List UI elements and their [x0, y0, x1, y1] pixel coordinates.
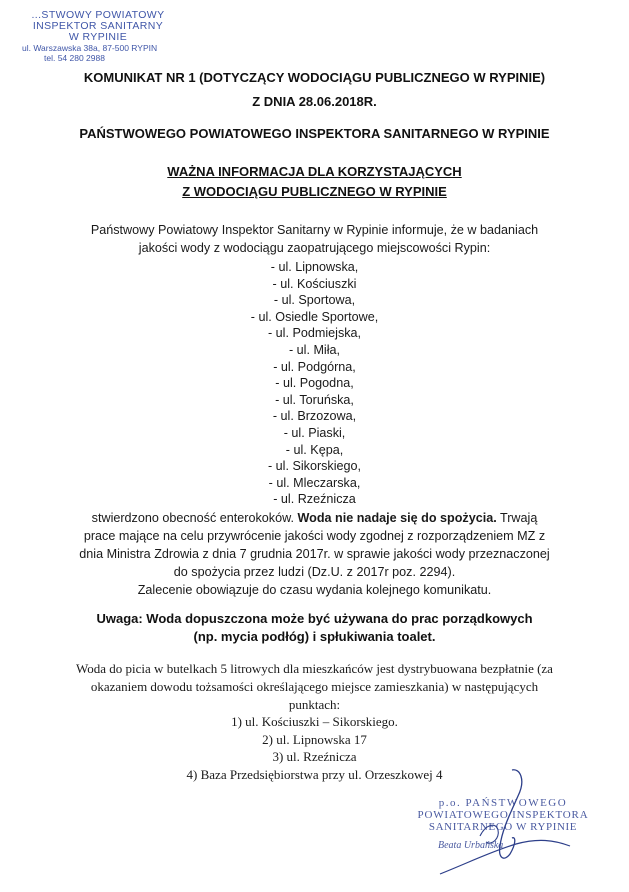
street-list — [0, 259, 629, 508]
distribution-line: okazaniem dowodu tożsamości określającego miejsce zamieszkania) w następujących — [90, 679, 539, 694]
street-item: - ul. Piaski, — [283, 425, 346, 440]
street-item: - ul. Podgórna, — [273, 359, 356, 374]
distribution-point: 4) Baza Przedsiębiorstwa przy ul. Orzeszkowej 4 — [186, 767, 443, 782]
distribution-line: Woda do picia w butelkach 5 litrowych dla mieszkańców jest dystrybuowana bezpłatnie (za — [76, 661, 553, 676]
authority-title: PAŃSTWOWEGO POWIATOWEGO INSPEKTORA SANITARNEGO W RYPINIE — [79, 126, 550, 141]
distribution-point: 1) ul. Kościuszki – Sikorskiego. — [231, 714, 398, 729]
intro-line: Państwowy Powiatowy Inspektor Sanitarny w Rypinie informuje, że w badaniach — [90, 223, 539, 237]
not-potable-warning: Woda nie nadaje się do spożycia. — [297, 511, 497, 525]
findings-text: stwierdzono obecność enterokoków. — [91, 511, 298, 525]
street-item: - ul. Mleczarska, — [268, 475, 361, 490]
street-item: - ul. Sportowa, — [273, 293, 356, 308]
findings-line: dnia Ministra Zdrowia z dnia 7 grudnia 2017r. w sprawie jakości wody przeznaczonej — [79, 547, 550, 561]
signature-title-line: POWIATOWEGO INSPEKTORA — [417, 809, 589, 821]
street-item: - ul. Sikorskiego, — [267, 459, 362, 474]
distribution-line: punktach: — [288, 697, 341, 712]
street-item: - ul. Rzeźnicza — [273, 492, 356, 507]
signature-title-line: SANITARNEGO W RYPINIE — [428, 821, 578, 833]
signature-stroke — [480, 825, 498, 843]
signature-title-line: p.o. PAŃSTWOWEGO — [438, 797, 568, 809]
street-item: - ul. Osiedle Sportowe, — [250, 309, 379, 324]
signature-name: Beata Urbańska — [438, 840, 504, 851]
stamp-line: ...STWOWY POWIATOWY — [31, 9, 165, 21]
street-item: - ul. Miła, — [288, 342, 341, 357]
findings-line: prace mające na celu przywrócenie jakości wody zgodnej z rozporządzeniem MZ z — [83, 529, 546, 543]
distribution-point: 3) ul. Rzeźnicza — [272, 749, 357, 764]
handwritten-signature — [420, 766, 580, 886]
signature-stroke — [440, 840, 570, 874]
communique-date: Z DNIA 28.06.2018R. — [252, 94, 377, 109]
usage-warning-line1: Uwaga: Woda dopuszczona może być używana do prac porządkowych — [96, 611, 533, 626]
stamp-address: ul. Warszawska 38a, 87-500 RYPIN — [22, 43, 158, 53]
findings-text: Trwają — [496, 511, 538, 525]
notice-heading-line1: WAŻNA INFORMACJA DLA KORZYSTAJĄCYCH — [167, 164, 462, 179]
street-item: - ul. Podmiejska, — [267, 326, 362, 341]
communique-title: KOMUNIKAT NR 1 (DOTYCZĄCY WODOCIĄGU PUBLICZNEGO W RYPINIE) — [83, 70, 546, 85]
intro-line: jakości wody z wodociągu zaopatrującego miejscowości Rypin: — [138, 241, 491, 255]
distribution-point: 2) ul. Lipnowska 17 — [262, 732, 367, 747]
street-item: - ul. Lipnowska, — [270, 260, 359, 274]
street-item: - ul. Toruńska, — [275, 392, 354, 407]
findings-line: Zalecenie obowiązuje do czasu wydania kolejnego komunikatu. — [137, 583, 492, 597]
street-item: - ul. Brzozowa, — [272, 409, 357, 424]
findings-line — [0, 511, 629, 525]
stamp-line: W RYPINIE — [68, 31, 128, 43]
usage-warning-line2: (np. mycia podłóg) i spłukiwania toalet. — [193, 629, 436, 644]
inspector-stamp — [18, 10, 178, 63]
street-item: - ul. Kościuszki — [272, 276, 357, 291]
signature-stroke — [500, 770, 522, 858]
findings-line: do spożycia przez ludzi (Dz.U. z 2017r poz. 2294). — [173, 565, 456, 579]
street-item: - ul. Pogodna, — [275, 376, 354, 391]
stamp-line: INSPEKTOR SANITARNY — [32, 20, 164, 32]
street-item: - ul. Kępa, — [285, 442, 344, 457]
stamp-phone: tel. 54 280 2988 — [44, 53, 105, 63]
notice-heading-line2: Z WODOCIĄGU PUBLICZNEGO W RYPINIE — [182, 184, 447, 199]
